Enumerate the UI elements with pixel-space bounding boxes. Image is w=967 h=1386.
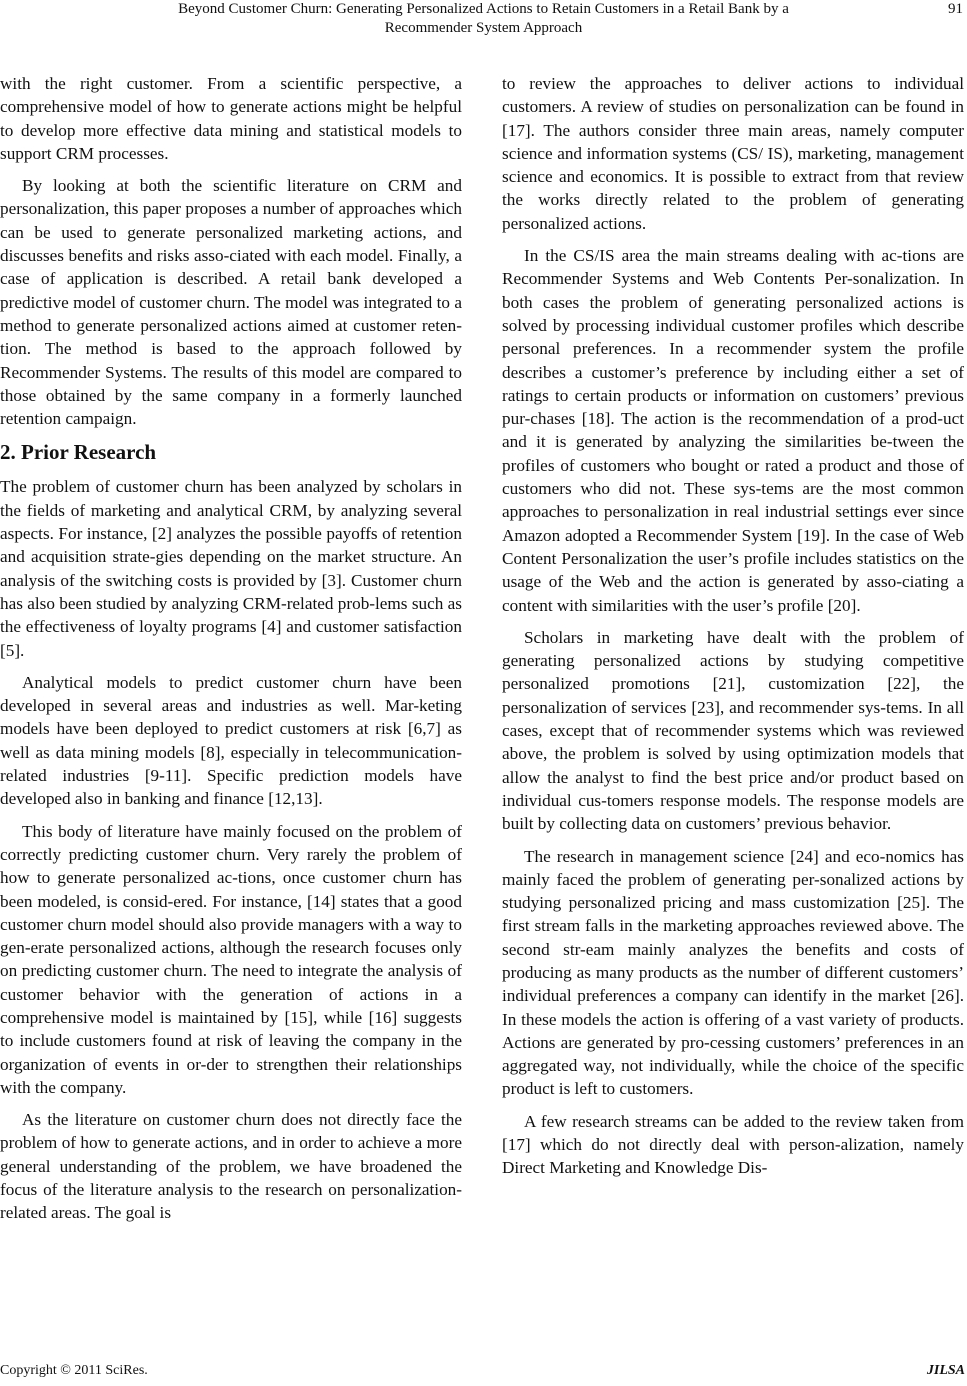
running-title: Beyond Customer Churn: Generating Personalized Actions to Retain Customers in a Retail Bank by a Recommender System Approach xyxy=(178,1,789,36)
paragraph: The research in management science [24] and eco-nomics has mainly faced the problem of generating per-sonalized actions by studying personalized pricing and mass customization [25]. The first stream falls in the marketing approaches reviewed above. The second str-eam mainly analyzes the benefits and costs of producing as many products as the number of different customers’ individual preferences a company can identify in the market [26]. In these models the action is offering of a vast variety of products. Actions are generated by pro-cessing customers’ preferences in an aggregated way, not individually, while the choice of the specific product is left to customers. xyxy=(502,846,964,1099)
paragraph: to review the approaches to deliver actions to individual customers. A review of studies on personalization can be found in [17]. The authors consider three main areas, namely computer science and information systems (CS/ IS), marketing, management science and economics. It is possible to extract from that review the works directly related to the problem of generating personalized actions. xyxy=(502,74,964,233)
paragraph: Scholars in marketing have dealt with the problem of generating personalized actions by studying competitive personalized promotions [21], customization [22], the personalization of services [23], and recommender sys-tems. In all cases, except that of recommender systems which was reviewed above, the problem is solved by using optimization models that allow the analyst to find the best price and/or product based on individual cus-tomers response models. The response models are built by collecting data on customers’ previous behavior. xyxy=(502,627,964,834)
journal-name: JILSA xyxy=(926,1363,965,1378)
page-number: 91 xyxy=(948,1,963,17)
section-heading: 2. Prior Research xyxy=(0,440,157,465)
paragraph: The problem of customer churn has been analyzed by scholars in the fields of marketing and analytical CRM, by analyzing several aspects. For instance, [2] analyzes the possible payoffs of retention and acquisition strate-gies depending on the market structure. An analysis of the switching costs is provided by [3]. Customer churn has also been studied by analyzing CRM-related prob-lems such as the effectiveness of loyalty programs [4] and customer satisfaction [5]. xyxy=(0,477,462,660)
paragraph: Analytical models to predict customer churn have been developed in several areas and industries as well. Mar-keting models have been deployed to predict customers at risk [6,7] as well as data mining models [8], especially in telecommunication-related industries [9-11]. Specific prediction models have developed also in banking and finance [12,13]. xyxy=(0,672,462,809)
right-column xyxy=(502,72,964,1189)
paragraph: By looking at both the scientific literature on CRM and personalization, this paper proposes a number of approaches which can be used to generate personalized marketing actions, and discusses benefits and risks asso-ciated with each model. Finally, a case of application is described. A retail bank developed a predictive model of customer churn. The model was integrated to a method to generate personalized actions aimed at customer reten-tion. The method is based to the approach followed by Recommender Systems. The results of this model are compared to those obtained by the same company in a formerly launched retention campaign. xyxy=(0,176,462,429)
paragraph: As the literature on customer churn does not directly face the problem of how to generate actions, and in order to achieve a more general understanding of the problem, we have broadened the focus of the literature analysis to the research on personalization-related areas. The goal is xyxy=(0,1110,462,1223)
copyright-notice: Copyright © 2011 SciRes. xyxy=(0,1363,148,1378)
paragraph: with the right customer. From a scientific perspective, a comprehensive model of how to generate actions might be helpful to develop more effective data mining and statistical models to support CRM processes. xyxy=(0,74,462,163)
page-header xyxy=(0,0,967,44)
paragraph: A few research streams can be added to the review taken from [17] which do not directly deal with person-alization, namely Direct Marketing and Knowledge Dis- xyxy=(502,1111,964,1178)
left-column xyxy=(0,72,462,1234)
paragraph: In the CS/IS area the main streams dealing with ac-tions are Recommender Systems and Web Contents Per-sonalization. In both cases the problem of generating personalized actions is solved by processing individual customer profiles which describe personal preferences. In a recommender system the profile describes a customer’s preference by including either a set of ratings to certain products or information on customers’ previous pur-chases [18]. The action is the recommendation of a prod-uct and it is generated by analyzing the similarities be-tween the profiles of customers who bought or rated a product and those of customers who did not. These sys-tems are the most common approaches to personalization in real industrial settings ever since Amazon adopted a Recommender System [19]. In the case of Web Content Personalization the user’s profile includes statistics on the usage of the Web and the action is generated by asso-ciating a content with similarities with the user’s profile [20]. xyxy=(502,246,964,615)
paragraph: This body of literature have mainly focused on the problem of correctly predicting customer churn. Very rarely the problem of how to generate personalized ac-tions, once customer churn has been modeled, is consid-ered. For instance, [14] states that a good customer churn model should also provide managers with a way to gen-erate personalized actions, although the research focuses only on predicting customer churn. The need to integrate the analysis of customer behavior with the generation of actions in a comprehensive model is maintained by [15], while [16] suggests to include customers found at risk of leaving the company in the organization of events in or-der to strengthen their relationships with the company. xyxy=(0,821,462,1097)
